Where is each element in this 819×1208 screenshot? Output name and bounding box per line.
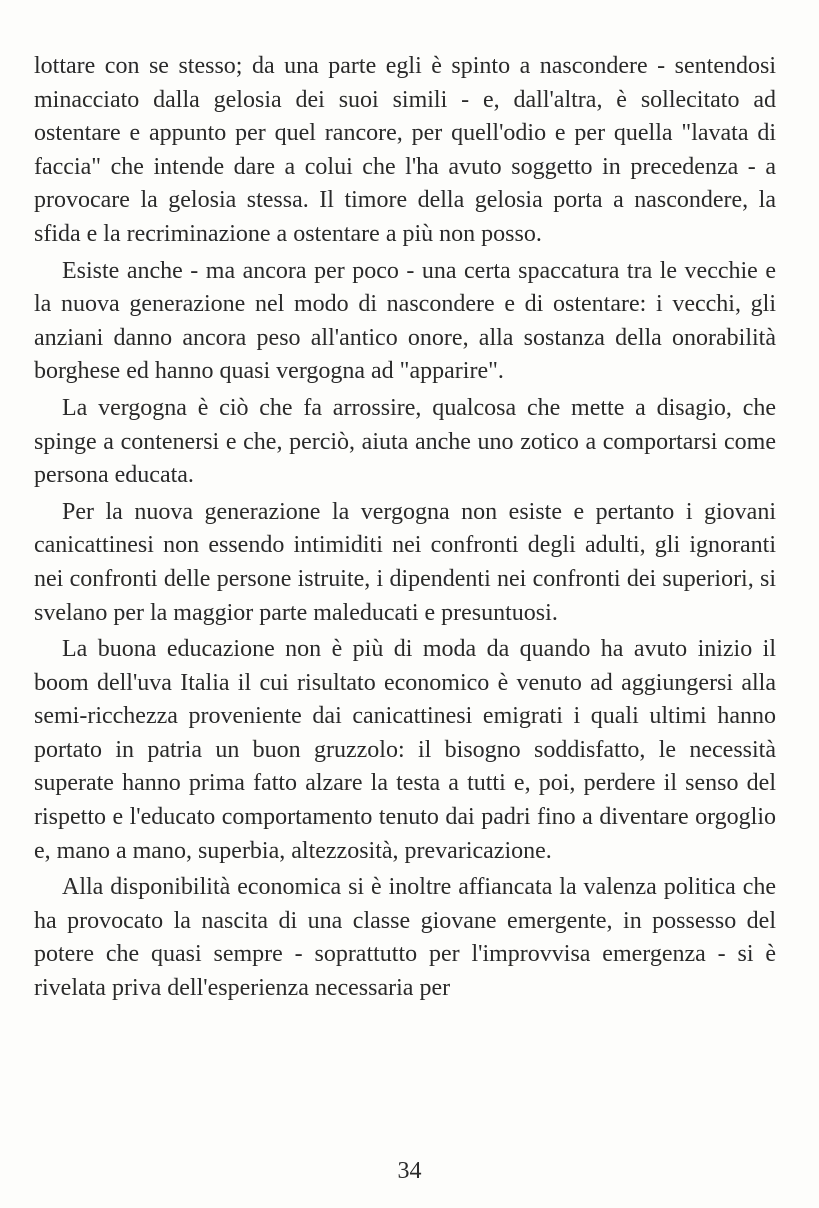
page-number: 34 — [397, 1158, 422, 1184]
paragraph-5: La buona educazione non è più di moda da quando ha avuto inizio il boom dell'uva Italia il cui risultato economico è venuto ad aggiungersi alla semi-ricchezza proveniente dai canicattinesi emigrati i quali ultimi hanno portato in patria un buon gruzzolo: il bisogno soddisfatto, le necessità superate hanno prima fatto alzare la testa a tutti e, poi, perdere il senso del rispetto e l'educato comportamento tenuto dai padri fino a diventare orgoglio e, mano a mano, superbia, altezzosità, prevaricazione. — [34, 636, 776, 864]
body-text — [34, 50, 776, 1009]
paragraph-4: Per la nuova generazione la vergogna non esiste e pertanto i giovani canicattinesi non essendo intimiditi nei confronti degli adulti, gli ignoranti nei confronti delle persone istruite, i dipendenti nei confronti dei superiori, si svelano per la maggior parte maleducati e presuntuosi. — [34, 498, 776, 626]
paragraph-1: lottare con se stesso; da una parte egli è spinto a nascondere - sentendosi minacciato dalla gelosia dei suoi simili - e, dall'altra, è sollecitato ad ostentare e appunto per quel rancore, per quell'odio e per quella "lavata di faccia" che intende dare a colui che l'ha avuto soggetto in precedenza - a provocare la gelosia stessa. Il timore della gelosia porta a nascondere, la sfida e la recriminazione a ostentare a più non posso. — [34, 53, 776, 247]
paragraph-3: La vergogna è ciò che fa arrossire, qualcosa che mette a disagio, che spinge a contenersi e che, perciò, aiuta anche uno zotico a comportarsi come persona educata. — [34, 394, 776, 489]
paragraph-6: Alla disponibilità economica si è inoltre affiancata la valenza politica che ha provocato la nascita di una classe giovane emergente, in possesso del potere che quasi sempre - soprattutto per l'improvvisa emergenza - si è rivelata priva dell'esperienza necessaria per — [34, 874, 776, 1002]
paragraph-2: Esiste anche - ma ancora per poco - una certa spaccatura tra le vecchie e la nuova generazione nel modo di nascondere e di ostentare: i vecchi, gli anziani danno ancora peso all'antico onore, alla sostanza della onorabilità borghese ed hanno quasi vergogna ad "apparire". — [34, 257, 776, 385]
